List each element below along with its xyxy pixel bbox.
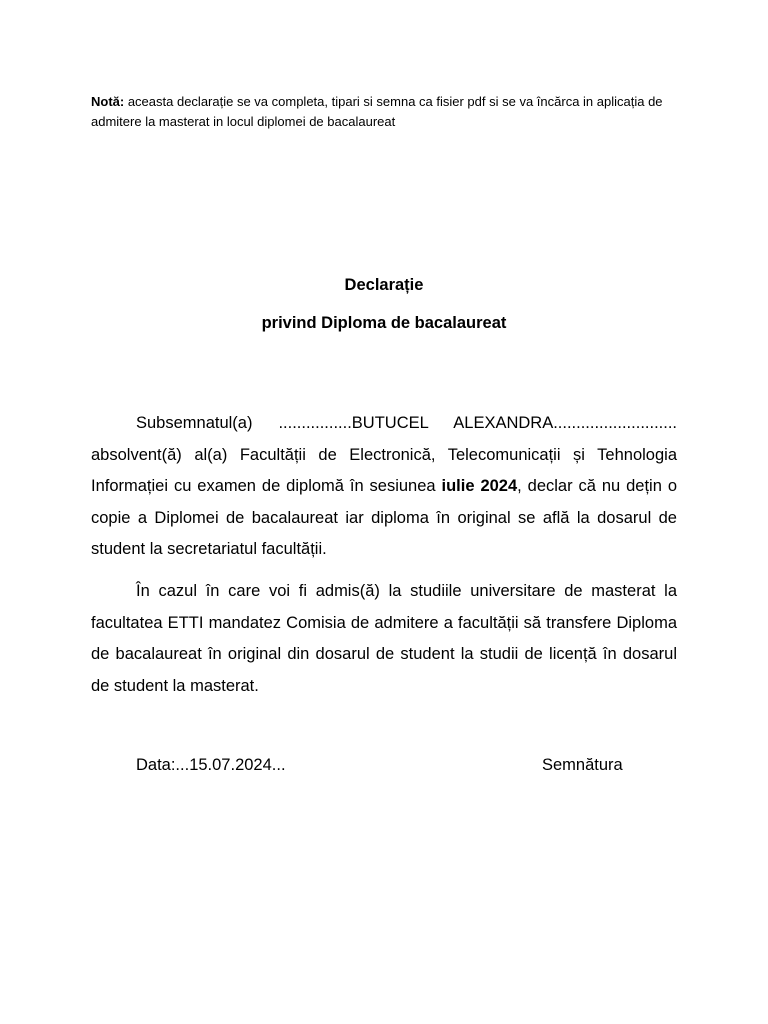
note-text: aceasta declarație se va completa, tipari si semna ca fisier pdf si se va încărca in aplicația de admitere la masterat in locul diplomei de bacalaureat bbox=[91, 94, 663, 129]
note-label: Notă: bbox=[91, 94, 125, 109]
note bbox=[91, 92, 691, 132]
document-subtitle: privind Diploma de bacalaureat bbox=[261, 314, 507, 332]
declaration-text-part1: Subsemnatul(a) ................BUTUCEL ALEXANDRA........................... absolvent(ă) al(a) Facultății de Electronică, Telecomunicații și Tehnologia Informației cu examen de diplomă în sesiunea bbox=[91, 414, 677, 495]
signature-label: Semnătura bbox=[542, 756, 623, 774]
mandate-paragraph bbox=[91, 576, 677, 702]
date-line: Data:...15.07.2024... bbox=[136, 756, 286, 774]
declaration-text-part2: , declar că nu dețin o copie a Diplomei de bacalaureat iar diploma în original se află la dosarul de student la secretariatul facultății. bbox=[91, 477, 677, 558]
declaration-paragraph bbox=[91, 408, 677, 566]
document-title: Declarație bbox=[344, 276, 424, 294]
mandate-text: În cazul în care voi fi admis(ă) la studiile universitare de masterat la facultatea ETTI mandatez Comisia de admitere a facultății să transfere Diploma de bacalaureat în original din dosarul de student la studii de licență în dosarul de student la masterat. bbox=[91, 582, 677, 695]
exam-session: iulie 2024 bbox=[441, 477, 518, 495]
